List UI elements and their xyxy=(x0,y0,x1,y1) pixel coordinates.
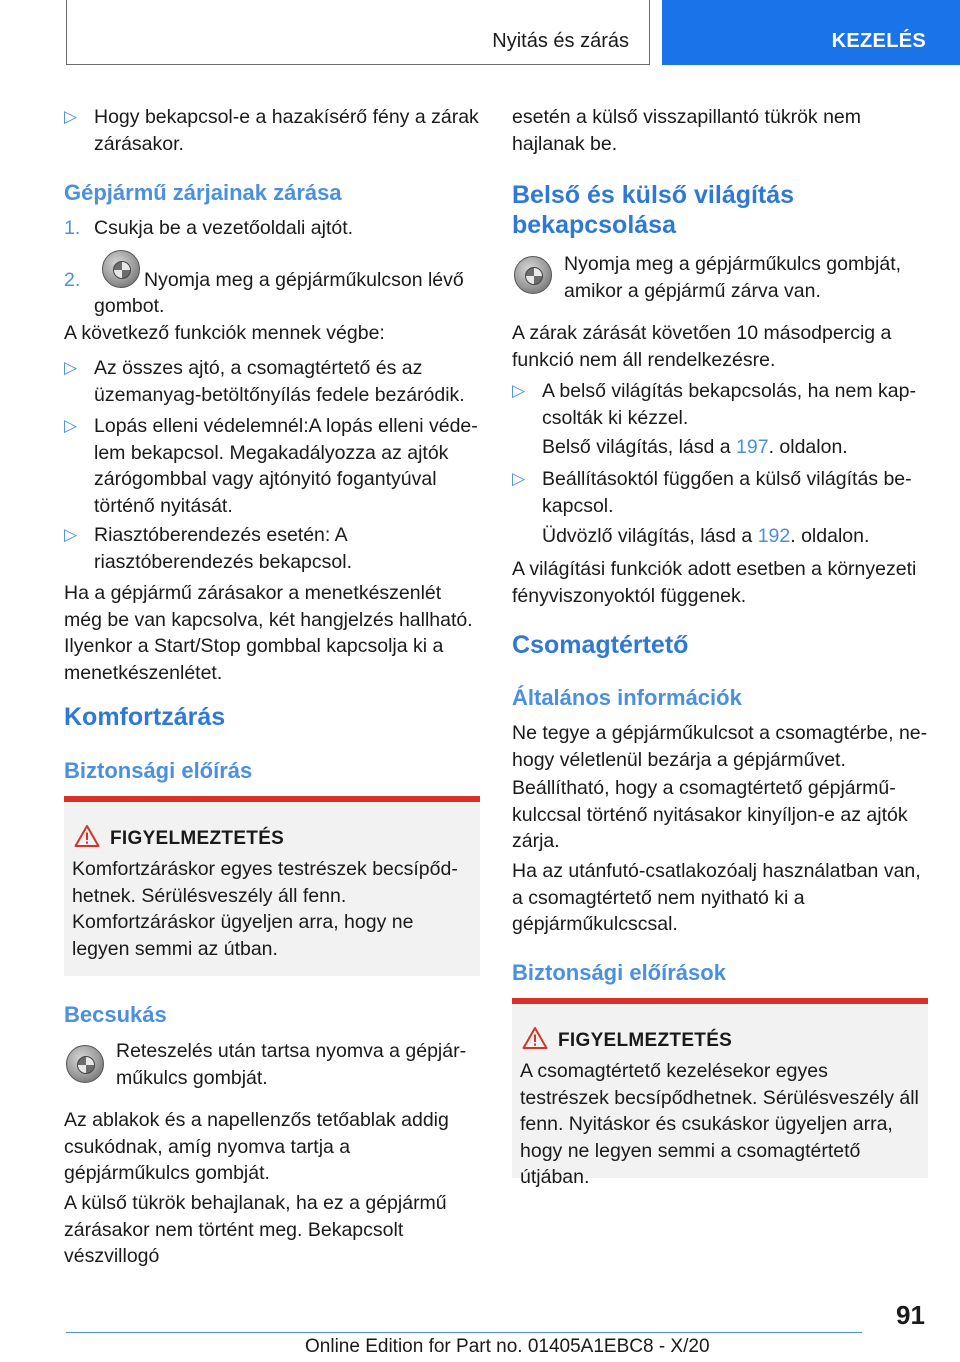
header-section-title: Nyitás és zárás xyxy=(492,30,629,52)
bmw-key-icon xyxy=(66,1045,104,1083)
heading-lights: Belső és külső világítás bekapcsolása xyxy=(512,181,795,239)
warning-text: A csomagtértető kezelésekor egyes testrészek becsípődhetnek. Sérülésveszély áll fenn. Nyitáskor és csukáskor ügyeljen arra, hogy ne legyen semmi a csomagtértető útjában. xyxy=(520,1060,919,1188)
step-1: 1. Csukja be a vezetőoldali ajtót. xyxy=(64,217,354,239)
warning-box xyxy=(512,998,928,1188)
warning-triangle-icon xyxy=(74,824,100,848)
lights-key-instruction: Nyomja meg a gépjárműkulcs gombját, amikor a gépjármű zárva van. xyxy=(564,253,902,302)
bmw-key-icon xyxy=(514,256,552,294)
general-paragraph-1: Ne tegye a gépjárműkulcsot a csomagtérbe, nehogy véletlenül bezárja a gépjárművet. xyxy=(512,722,928,771)
warning-triangle-icon xyxy=(522,1026,548,1050)
warning-box xyxy=(64,796,480,976)
list-item: ▷ Beállításoktól függően a külső világítás bekapcsol. xyxy=(512,468,912,517)
list-item: ▷ A belső világítás bekapcsolás, ha nem kapcsolták ki kézzel. xyxy=(512,380,916,429)
lights-paragraph-2: A világítási funkciók adott esetben a környezeti fényviszonyoktól függenek. xyxy=(512,558,917,607)
cross-reference: Belső világítás, lásd a 197. oldalon. xyxy=(542,436,848,458)
bullet-triangle-icon: ▷ xyxy=(64,416,78,435)
functions-intro: A következő funkciók mennek végbe: xyxy=(64,322,385,344)
warning-text: Komfortzáráskor egyes testrészek becsípődhetnek. Sérülésveszély áll fenn. Komfortzáráskor ügyeljen arra, hogy ne legyen semmi az útban. xyxy=(72,858,458,960)
engine-note: Ha a gépjármű zárásakor a menetkészenlét még be van kapcsolva, két hangjelzés hallható. Ilyenkor a Start/Stop gombbal kapcsolja ki a menetkészenlétet. xyxy=(64,582,473,684)
heading-locking: Gépjármű zárjainak zárása xyxy=(64,180,342,205)
bullet-triangle-icon: ▷ xyxy=(512,381,526,400)
general-paragraph-3: Ha az utánfutó-csatlakozóalj használatban van, a csomagtértető nem nyitható ki a gépjárműkulcscsal. xyxy=(512,860,921,935)
heading-safety: Biztonsági előírás xyxy=(64,758,253,783)
general-paragraph-2: Beállítható, hogy a csomagtértető gépjárműkulccsal történő nyitásakor kinyíljon-e az ajtók zárja. xyxy=(512,777,908,852)
closing-paragraph-2: A külső tükrök behajlanak, ha ez a gépjármű zárásakor nem történt meg. Bekapcsolt vészvillogó xyxy=(64,1192,447,1267)
step-2: 2. Nyomja meg a gépjárműkulcson lévő gombot. xyxy=(64,250,480,320)
footer-divider xyxy=(66,1332,862,1333)
lights-paragraph-1: A zárak zárását követően 10 másodpercig a funkció nem áll rendelkezésre. xyxy=(512,322,892,371)
list-item: ▷ Lopás elleni védelemnél:A lopás elleni védelem bekapcsol. Megakadályozza az ajtók zárógombbal vagy ajtónyitó fogantyúval történő nyitását. xyxy=(64,415,478,517)
bullet-triangle-icon: ▷ xyxy=(64,358,78,377)
page-link-197[interactable]: 197 xyxy=(736,436,769,458)
heading-trunk: Csomagtértető xyxy=(512,631,689,659)
warning-title: FIGYELMEZTETÉS xyxy=(110,828,285,849)
bullet-triangle-icon: ▷ xyxy=(512,469,526,488)
bullet-triangle-icon: ▷ xyxy=(64,107,78,126)
header-chapter-tab xyxy=(662,0,960,65)
heading-general: Általános információk xyxy=(512,685,742,710)
closing-paragraph-1: Az ablakok és a napellenzős tetőablak addig csukódnak, amíg nyomva tartja a gépjárműkulcs gombját. xyxy=(64,1109,449,1184)
cross-reference: Üdvözlő világítás, lásd a 192. oldalon. xyxy=(542,525,870,547)
continued-paragraph: esetén a külső visszapillantó tükrök nem hajlanak be. xyxy=(512,106,862,155)
header-section-box xyxy=(66,0,650,65)
bmw-key-icon xyxy=(102,250,140,288)
closing-key-instruction: Reteszelés után tartsa nyomva a gépjárműkulcs gombját. xyxy=(116,1040,467,1089)
footer-edition: Online Edition for Part no. 01405A1EBC8 - X/20 xyxy=(305,1336,710,1357)
heading-comfort: Komfortzárás xyxy=(64,703,226,731)
page-number: 91 xyxy=(896,1300,925,1330)
list-item: ▷ Az összes ajtó, a csomagtértető és az üzemanyag-betöltőnyílás fedele bezáródik. xyxy=(64,357,465,406)
list-item: ▷ Riasztóberendezés esetén: A riasztóberendezés bekapcsol. xyxy=(64,524,352,573)
bullet-triangle-icon: ▷ xyxy=(64,525,78,544)
warning-title: FIGYELMEZTETÉS xyxy=(558,1030,733,1051)
heading-safety-2: Biztonsági előírások xyxy=(512,960,726,985)
header-chapter-title: KEZELÉS xyxy=(831,30,926,52)
list-item: ▷ Hogy bekapcsol-e a hazakísérő fény a zárak zárásakor. xyxy=(64,106,479,155)
page-link-192[interactable]: 192 xyxy=(757,525,791,547)
heading-closing: Becsukás xyxy=(64,1002,167,1027)
